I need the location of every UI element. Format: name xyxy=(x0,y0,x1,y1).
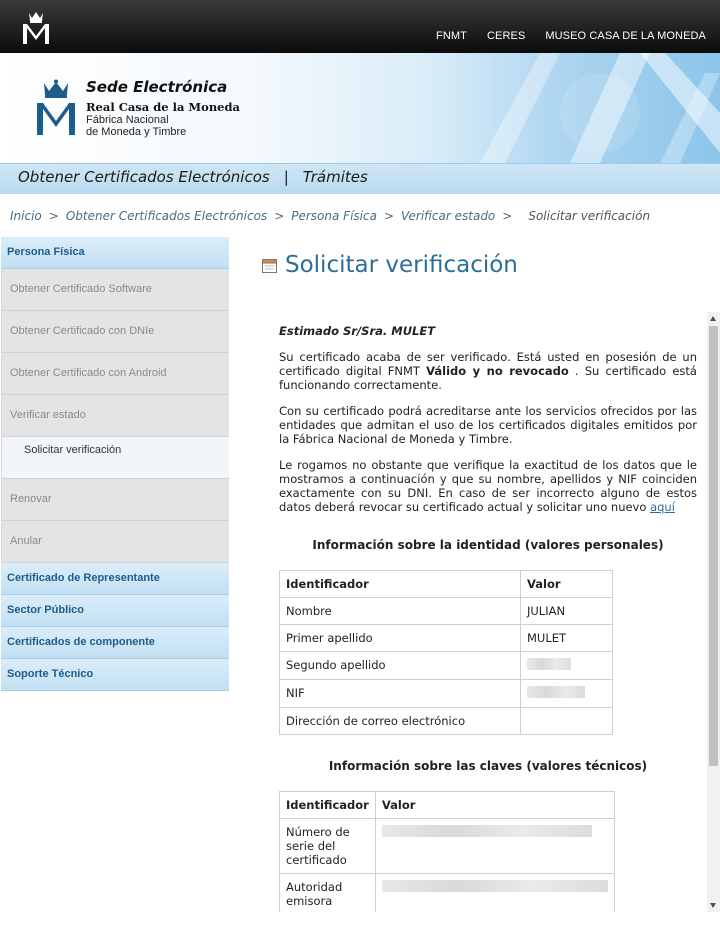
breadcrumb-obtener-certificados[interactable]: Obtener Certificados Electrónicos xyxy=(65,209,268,223)
sidebar-category-soporte[interactable]: Soporte Técnico xyxy=(1,659,229,691)
sidebar-header-persona-fisica[interactable]: Persona Física xyxy=(1,237,229,269)
table-row xyxy=(280,708,613,735)
redacted-value xyxy=(527,658,571,670)
sidebar-item-verificar-estado[interactable]: Verificar estado xyxy=(1,395,229,437)
identity-section-title: Información sobre la identidad (valores personales) xyxy=(312,538,664,552)
sidebar-category-representante[interactable]: Certificado de Representante xyxy=(1,563,229,595)
keys-section-title: Información sobre las claves (valores técnicos) xyxy=(328,759,648,773)
column-header-valor: Valor xyxy=(375,792,614,819)
table-header-row xyxy=(280,571,613,598)
breadcrumb-current: Solicitar verificación xyxy=(528,209,651,223)
row-value-redacted xyxy=(375,819,614,874)
breadcrumb-separator: > xyxy=(502,209,513,223)
table-row xyxy=(280,680,613,708)
redacted-value xyxy=(382,825,592,837)
breadcrumb-verificar-estado[interactable]: Verificar estado xyxy=(401,209,496,223)
table-row xyxy=(280,819,615,874)
fnmt-crown-logo-icon[interactable] xyxy=(20,10,52,46)
row-value: MULET xyxy=(521,625,613,652)
scroll-up-arrow-icon[interactable] xyxy=(710,316,716,321)
row-value xyxy=(521,708,613,735)
row-label: Número de serie del certificado xyxy=(280,819,376,874)
subnav-obtener-certificados[interactable]: Obtener Certificados Electrónicos xyxy=(18,168,270,186)
sidebar-category-sector-publico[interactable]: Sector Público xyxy=(1,595,229,627)
brand-line-3: de Moneda y Timbre xyxy=(86,126,187,138)
subnav-separator: | xyxy=(283,168,289,186)
table-row xyxy=(280,625,613,652)
section-navigation xyxy=(0,163,720,194)
column-header-valor: Valor xyxy=(521,571,613,598)
sidebar-item-obtener-software[interactable]: Obtener Certificado Software xyxy=(1,269,229,311)
row-label: Dirección de correo electrónico xyxy=(280,708,521,735)
breadcrumb-separator: > xyxy=(383,209,395,223)
breadcrumb-inicio[interactable]: Inicio xyxy=(10,209,42,223)
sidebar-item-solicitar-verificacion[interactable]: Solicitar verificación xyxy=(1,437,229,479)
table-row xyxy=(280,874,615,913)
row-value-redacted xyxy=(521,652,613,680)
real-casa-moneda-logo-icon[interactable] xyxy=(34,79,78,137)
column-header-identificador: Identificador xyxy=(280,571,521,598)
greeting-text: Estimado Sr/Sra. MULET xyxy=(279,324,436,338)
page-title xyxy=(262,252,518,278)
content-scrollbar[interactable] xyxy=(707,312,720,912)
paragraph-usage: Con su certificado podrá acreditarse ante los servicios ofrecidos por las entidades que admitan el uso de los certificados digitales emitidos por la Fábrica Nacional de Moneda y Timbre. xyxy=(279,404,697,446)
row-label: Nombre xyxy=(280,598,521,625)
table-row xyxy=(280,598,613,625)
row-label: NIF xyxy=(280,680,521,708)
brand-line-2: Fábrica Nacional xyxy=(86,114,169,126)
brand-line-1: Real Casa de la Moneda xyxy=(86,100,240,114)
status-valid-text: Válido y no revocado xyxy=(426,364,569,378)
sidebar-item-obtener-android[interactable]: Obtener Certificado con Android xyxy=(1,353,229,395)
row-value-redacted xyxy=(521,680,613,708)
sidebar-category-componente[interactable]: Certificados de componente xyxy=(1,627,229,659)
scroll-down-arrow-icon[interactable] xyxy=(710,903,716,908)
row-label: Primer apellido xyxy=(280,625,521,652)
request-new-link[interactable]: aquí xyxy=(650,500,675,514)
sidebar-item-anular[interactable]: Anular xyxy=(1,521,229,563)
topnav-ceres-link[interactable]: CERES xyxy=(486,30,526,42)
identity-table xyxy=(279,570,613,735)
calendar-icon xyxy=(262,258,277,273)
table-header-row xyxy=(280,792,615,819)
brand-title: Sede Electrónica xyxy=(86,78,228,96)
top-navigation xyxy=(436,30,706,42)
main-content xyxy=(279,320,697,912)
header-banner xyxy=(0,53,720,163)
paragraph-verify-data: Le rogamos no obstante que verifique la exactitud de los datos que le mostramos a continuación y que su nombre, apellidos y NIF coinciden exactamente con su DNI. En caso de ser incorrecto alguno de estos datos deberá revocar su certificado actual y solicitar uno nuevo aquí xyxy=(279,458,697,514)
breadcrumb xyxy=(10,209,650,223)
subnav-tramites[interactable]: Trámites xyxy=(302,168,368,186)
breadcrumb-separator: > xyxy=(48,209,59,223)
breadcrumb-persona-fisica[interactable]: Persona Física xyxy=(291,209,377,223)
redacted-value xyxy=(527,686,585,698)
sidebar-item-renovar[interactable]: Renovar xyxy=(1,479,229,521)
scrollbar-thumb[interactable] xyxy=(709,326,718,766)
banner-decoration xyxy=(450,53,720,163)
row-value: JULIAN xyxy=(521,598,613,625)
paragraph-verified: Su certificado acaba de ser verificado. Está usted en posesión de un certificado digital FNMT Válido y no revocado . Su certificado está funcionando correctamente. xyxy=(279,350,697,392)
sidebar-item-obtener-dnie[interactable]: Obtener Certificado con DNIe xyxy=(1,311,229,353)
table-row xyxy=(280,652,613,680)
row-label: Autoridad emisora xyxy=(280,874,376,913)
keys-table xyxy=(279,791,615,912)
column-header-identificador: Identificador xyxy=(280,792,376,819)
page-title-text: Solicitar verificación xyxy=(285,252,518,278)
row-value-redacted xyxy=(375,874,614,913)
redacted-value xyxy=(382,880,608,892)
sidebar xyxy=(1,237,229,691)
breadcrumb-separator: > xyxy=(274,209,285,223)
row-label: Segundo apellido xyxy=(280,652,521,680)
topnav-museo-link[interactable]: MUSEO CASA DE LA MONEDA xyxy=(545,30,706,42)
top-bar xyxy=(0,0,720,53)
topnav-fnmt-link[interactable]: FNMT xyxy=(436,30,467,42)
